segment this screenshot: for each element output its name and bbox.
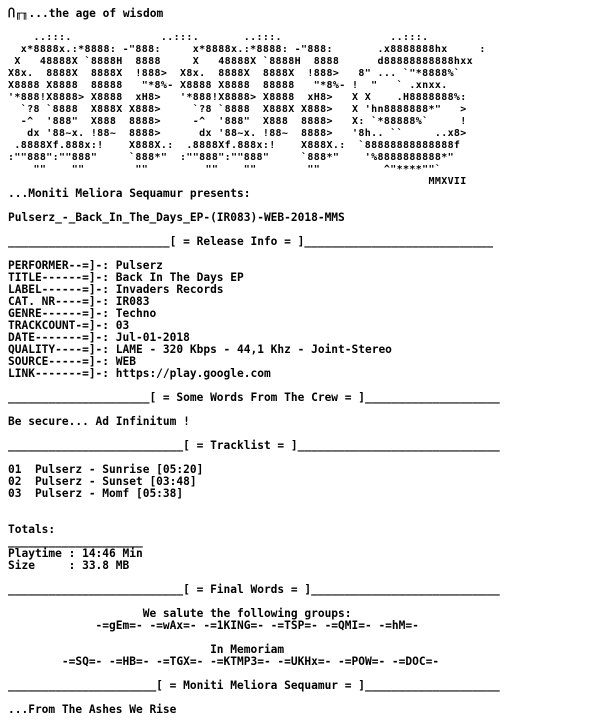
ascii-art-logo-line: X8888 X8888 88888 "*8%- X8888 X8888 88888 "*8%- ! " ` .xnxx.: [8, 80, 448, 91]
ascii-art-logo-line: X8x. 8888X 8888X !888> X8x. 8888X 8888X !888> 8" ... `"*8888%`: [8, 68, 461, 79]
ascii-art-logo-line: :""888":""888" `888*" :""888":""888" `888*" '%8888888888*": [8, 152, 454, 163]
info-source: SOURCE-----=]-: WEB: [8, 355, 136, 368]
section-footer-motto: ______________________[ = Moniti Meliora Sequamur = ]____________________: [8, 679, 500, 692]
section-header-crew-words: _____________________[ = Some Words From The Crew = ]____________________: [8, 391, 500, 404]
totals-heading: Totals:: [8, 523, 56, 536]
section-header-final-words: __________________________[ = Final Words = ]____________________________: [8, 583, 500, 596]
memoriam-heading: In Memoriam: [8, 643, 285, 656]
ascii-art-logo-line: `?8 `8888 X888X X888> `?8 `8888 X888X X888> X 'hn8888888*" >: [8, 104, 467, 115]
totals-playtime: Playtime : 14:46 Min: [8, 547, 143, 560]
section-header-release-info: ________________________[ = Release Info = ]____________________________: [8, 235, 493, 248]
presents-line: ...Moniti Meliora Sequamur presents:: [8, 187, 251, 200]
info-performer: PERFORMER--=]-: Pulserz: [8, 259, 163, 272]
info-catalog-number: CAT. NR----=]-: IR083: [8, 295, 150, 308]
blank-line: [8, 20, 500, 32]
info-genre: GENRE------=]-: Techno: [8, 307, 157, 320]
ascii-art-logo-line: '*888!X8888> X8888 xH8> '*888!X8888> X8888 xH8> X X .H8888888%:: [8, 92, 467, 103]
ascii-art-logo-line: .8888Xf.888x:! X888X.: .8888Xf.888x:! X888X.: `88888888888888f: [8, 140, 461, 151]
info-label: LABEL------=]-: Invaders Records: [8, 283, 224, 296]
ascii-art-logo-line: -^ '888" X888 8888> -^ '888" X888 8888> X: `*88888%` !: [8, 116, 467, 127]
blank-line: [8, 500, 500, 512]
section-header-tracklist: __________________________[ = Tracklist = ]______________________________: [8, 439, 500, 452]
blank-line: [8, 512, 500, 524]
ascii-art-logo-line: "" "" "" "" "" "" ^"****""`: [8, 164, 442, 175]
track-row: 03 Pulserz - Momf [05:38]: [8, 487, 184, 500]
crew-message: Be secure... Ad Infinitum !: [8, 415, 190, 428]
track-row: 01 Pulserz - Sunrise [05:20]: [8, 463, 204, 476]
closing-line: ...From The Ashes We Rise: [8, 703, 177, 716]
intro-line: Ⴖ╓╖...the age of wisdom: [8, 7, 164, 20]
ascii-art-logo-line: ..:::. ..:::. ..:::. ..:::.: [8, 32, 429, 43]
memoriam-groups: -=SQ=- -=HB=- -=TGX=- -=KTMP3=- -=UKHx=- -=POW=- -=DOC=-: [8, 655, 440, 668]
year-line: MMXVII: [8, 176, 467, 187]
ascii-art-logo-line: X 48888X `8888H 8888 X 48888X `8888H 8888 d88888888888hxx: [8, 56, 474, 67]
nfo-text-block: [8, 8, 500, 716]
info-title: TITLE------=]-: Back In The Days EP: [8, 271, 244, 284]
track-row: 02 Pulserz - Sunset [03:48]: [8, 475, 197, 488]
ascii-art-logo-line: x*8888x.:*8888: -"888: x*8888x.:*8888: -"888: .x8888888hx :: [8, 44, 486, 55]
totals-size: Size : 33.8 MB: [8, 559, 130, 572]
info-link: LINK-------=]-: https://play.google.com: [8, 367, 271, 380]
info-quality: QUALITY----=]-: LAME - 320 Kbps - 44,1 Khz - Joint-Stereo: [8, 343, 392, 356]
salute-heading: We salute the following groups:: [8, 607, 352, 620]
info-trackcount: TRACKCOUNT-=]-: 03: [8, 319, 130, 332]
release-name: Pulserz_-_Back_In_The_Days_EP-(IR083)-WEB-2018-MMS: [8, 211, 345, 224]
ascii-art-logo-line: dx '88~x. !88~ 8888> dx '88~x. !88~ 8888> '8h.. `` ..x8>: [8, 128, 467, 139]
salute-groups: -=gEm=- -=wAx=- -=1KING=- -=TSP=- -=QMI=- -=hM=-: [8, 619, 419, 632]
totals-divider: ____________________: [8, 535, 143, 548]
info-date: DATE-------=]-: Jul-01-2018: [8, 331, 190, 344]
